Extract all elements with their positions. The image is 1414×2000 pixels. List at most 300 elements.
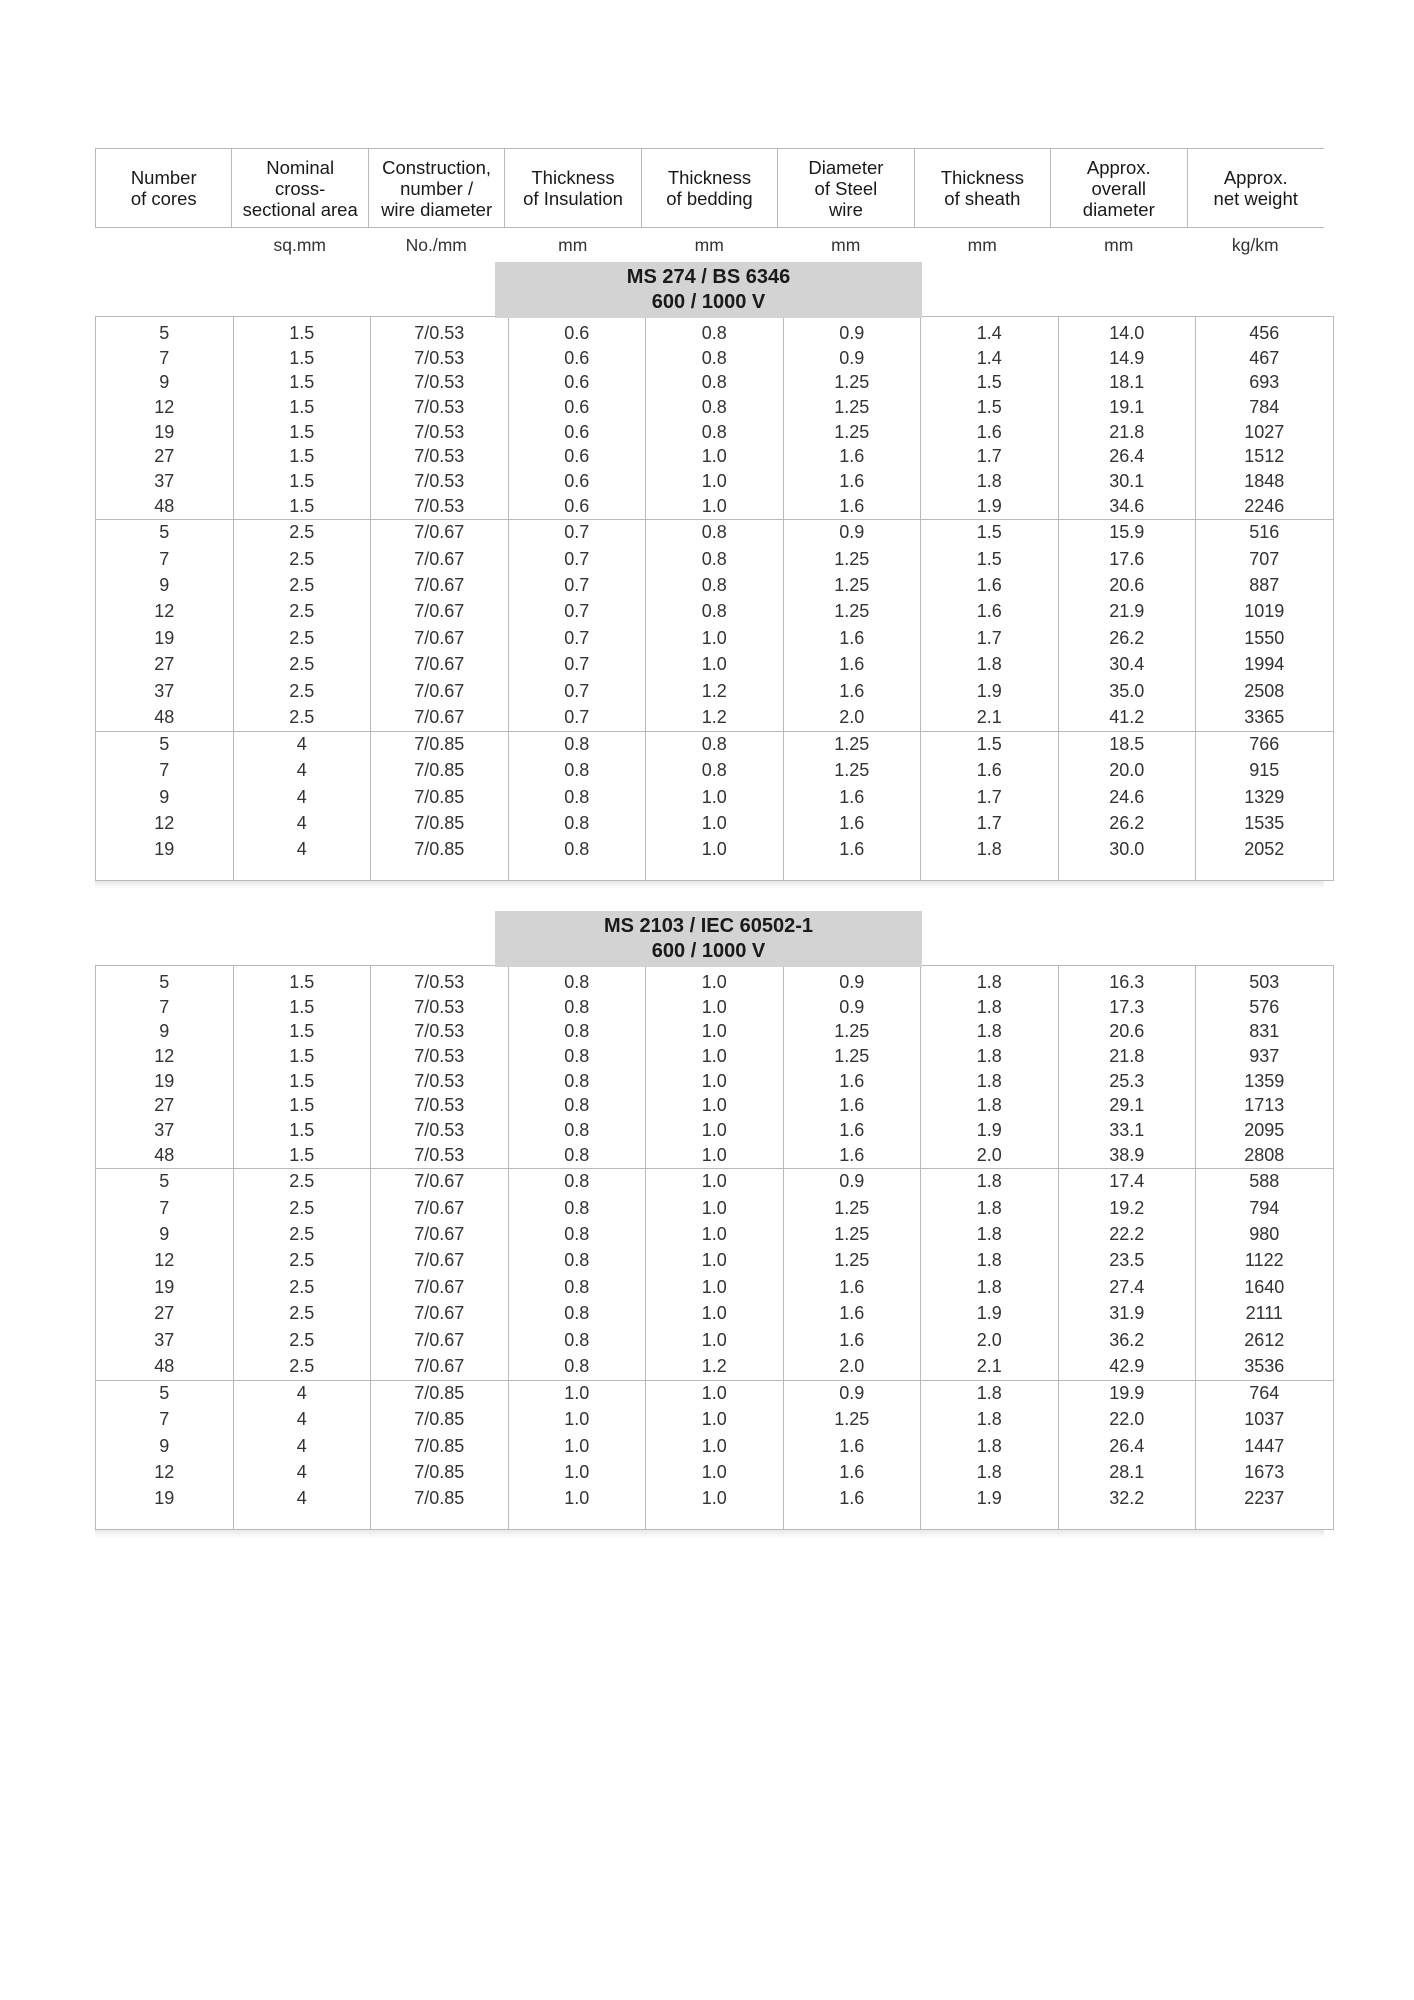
table-cell: 22.2 xyxy=(1058,1221,1196,1247)
table-cell: 1.5 xyxy=(233,1044,371,1069)
table-cell-empty xyxy=(921,1512,1059,1530)
table-cell: 7 xyxy=(96,1195,234,1221)
table-cell: 7/0.67 xyxy=(371,519,509,546)
table-cell: 2.5 xyxy=(233,651,371,677)
table-cell: 1.6 xyxy=(783,494,921,519)
table-cell: 1329 xyxy=(1196,784,1334,810)
table-cell: 7 xyxy=(96,546,234,572)
table-cell: 1.25 xyxy=(783,758,921,784)
table-cell: 2.1 xyxy=(921,704,1059,731)
table-row xyxy=(96,1459,1334,1485)
table-cell: 7/0.53 xyxy=(371,1044,509,1069)
table-cell: 0.6 xyxy=(508,420,646,445)
section-voltage: 600 / 1000 V xyxy=(651,940,766,963)
table-cell: 2.1 xyxy=(921,1353,1059,1380)
table-cell: 28.1 xyxy=(1058,1459,1196,1485)
table-cell: 9 xyxy=(96,1221,234,1247)
table-cell: 0.9 xyxy=(783,995,921,1020)
table-cell: 1.0 xyxy=(646,1274,784,1300)
table-cell: 5 xyxy=(96,731,234,758)
table-cell: 2.0 xyxy=(921,1327,1059,1353)
table-cell: 0.9 xyxy=(783,519,921,546)
section-title: MS 274 / BS 6346 xyxy=(626,266,791,288)
table-cell: 1.6 xyxy=(783,651,921,677)
table-cell: 7/0.85 xyxy=(371,1407,509,1433)
table-cell: 693 xyxy=(1196,370,1334,395)
table-cell: 0.9 xyxy=(783,317,921,346)
table-cell: 0.8 xyxy=(508,1301,646,1327)
table-row xyxy=(96,678,1334,704)
table-row xyxy=(96,1301,1334,1327)
table-cell: 18.1 xyxy=(1058,370,1196,395)
table-cell: 2246 xyxy=(1196,494,1334,519)
table-cell: 30.4 xyxy=(1058,651,1196,677)
table-cell: 2.5 xyxy=(233,1274,371,1300)
table-cell: 7/0.67 xyxy=(371,546,509,572)
table-cell: 48 xyxy=(96,494,234,519)
table-cell: 1.0 xyxy=(646,1094,784,1119)
table-cell: 35.0 xyxy=(1058,678,1196,704)
table-cell: 0.7 xyxy=(508,678,646,704)
table-row xyxy=(96,758,1334,784)
table-cell: 456 xyxy=(1196,317,1334,346)
table-cell: 5 xyxy=(96,519,234,546)
section-banner-row xyxy=(95,911,1324,965)
table-cell: 1.25 xyxy=(783,546,921,572)
table-cell: 1.5 xyxy=(233,966,371,995)
table-cell: 1.0 xyxy=(646,784,784,810)
table-cell: 2.0 xyxy=(921,1143,1059,1168)
table-cell: 1.5 xyxy=(233,1019,371,1044)
table-row xyxy=(96,1327,1334,1353)
table-cell: 1.8 xyxy=(921,1019,1059,1044)
table-cell: 7/0.85 xyxy=(371,731,509,758)
table-cell: 2.5 xyxy=(233,1327,371,1353)
table-cell: 1.8 xyxy=(921,651,1059,677)
table-cell: 1.5 xyxy=(233,1143,371,1168)
table-cell: 1.7 xyxy=(921,625,1059,651)
table-cell: 1.0 xyxy=(646,995,784,1020)
table-cell: 22.0 xyxy=(1058,1407,1196,1433)
table-cell: 1.9 xyxy=(921,1118,1059,1143)
table-cell: 1.5 xyxy=(921,731,1059,758)
table-cell: 1.4 xyxy=(921,317,1059,346)
table-row xyxy=(96,494,1334,519)
table-cell: 17.6 xyxy=(1058,546,1196,572)
table-cell: 1.25 xyxy=(783,1019,921,1044)
table-cell: 1.2 xyxy=(646,678,784,704)
table-cell: 784 xyxy=(1196,395,1334,420)
table-cell: 0.8 xyxy=(508,1044,646,1069)
table-cell: 1.0 xyxy=(646,1118,784,1143)
table-cell: 1.5 xyxy=(233,370,371,395)
table-row xyxy=(96,469,1334,494)
table-cell: 38.9 xyxy=(1058,1143,1196,1168)
table-row xyxy=(96,1069,1334,1094)
table-cell: 7 xyxy=(96,995,234,1020)
table-cell: 7/0.53 xyxy=(371,1069,509,1094)
table-cell: 9 xyxy=(96,1433,234,1459)
table-cell: 1.5 xyxy=(233,1094,371,1119)
table-row xyxy=(96,1221,1334,1247)
table-cell: 1.25 xyxy=(783,731,921,758)
table-cell: 0.9 xyxy=(783,346,921,371)
table-row xyxy=(96,519,1334,546)
table-cell: 2.5 xyxy=(233,572,371,598)
table-row xyxy=(96,1094,1334,1119)
column-header: Approx. net weight xyxy=(1213,167,1298,209)
table-cell: 1.25 xyxy=(783,1221,921,1247)
table-row xyxy=(96,704,1334,731)
table-cell: 0.8 xyxy=(508,1019,646,1044)
table-cell: 2612 xyxy=(1196,1327,1334,1353)
table-row xyxy=(96,572,1334,598)
table-cell: 17.4 xyxy=(1058,1168,1196,1195)
table-cell: 7/0.85 xyxy=(371,1485,509,1511)
table-cell: 37 xyxy=(96,469,234,494)
table-cell: 5 xyxy=(96,966,234,995)
table-cell: 1713 xyxy=(1196,1094,1334,1119)
table-row xyxy=(96,1380,1334,1407)
table-cell: 1.5 xyxy=(233,469,371,494)
table-cell-empty xyxy=(508,1512,646,1530)
section-voltage: 600 / 1000 V xyxy=(651,291,766,313)
table-cell: 3365 xyxy=(1196,704,1334,731)
table-cell: 937 xyxy=(1196,1044,1334,1069)
table-cell: 1.2 xyxy=(646,1353,784,1380)
unit-label: mm xyxy=(967,234,997,255)
table-cell: 4 xyxy=(233,731,371,758)
table-cell: 1.25 xyxy=(783,420,921,445)
table-cell: 1.8 xyxy=(921,966,1059,995)
table-cell: 0.7 xyxy=(508,651,646,677)
column-header: Thickness of sheath xyxy=(915,149,1051,227)
table-cell: 19 xyxy=(96,420,234,445)
table-cell: 24.6 xyxy=(1058,784,1196,810)
table-row xyxy=(96,1274,1334,1300)
table-cell: 2.5 xyxy=(233,1168,371,1195)
table-cell: 1.5 xyxy=(233,346,371,371)
table-row xyxy=(96,1407,1334,1433)
table-cell: 1.7 xyxy=(921,810,1059,836)
table-cell: 3536 xyxy=(1196,1353,1334,1380)
table-cell: 1.0 xyxy=(646,836,784,862)
table-cell: 2.5 xyxy=(233,1248,371,1274)
table-cell: 1.8 xyxy=(921,995,1059,1020)
table-cell: 0.8 xyxy=(508,1353,646,1380)
table-cell: 1.5 xyxy=(233,1069,371,1094)
table-cell: 1.6 xyxy=(921,758,1059,784)
table-cell: 7/0.67 xyxy=(371,1168,509,1195)
table-cell: 25.3 xyxy=(1058,1069,1196,1094)
table-cell: 19 xyxy=(96,1485,234,1511)
table-cell: 12 xyxy=(96,1459,234,1485)
table-cell: 7/0.67 xyxy=(371,599,509,625)
table-cell: 0.8 xyxy=(508,1143,646,1168)
table-cell: 7/0.85 xyxy=(371,784,509,810)
table-cell: 0.7 xyxy=(508,546,646,572)
table-cell: 1.6 xyxy=(783,1143,921,1168)
column-header: Approx. overall diameter xyxy=(1051,149,1187,227)
table-cell: 7/0.67 xyxy=(371,678,509,704)
unit-label: sq.mm xyxy=(273,234,326,255)
table-cell: 5 xyxy=(96,1168,234,1195)
table-cell: 7/0.53 xyxy=(371,370,509,395)
table-cell: 2.0 xyxy=(783,1353,921,1380)
table-cell: 1447 xyxy=(1196,1433,1334,1459)
table-row xyxy=(96,651,1334,677)
table-row xyxy=(96,420,1334,445)
table-cell: 1.0 xyxy=(508,1485,646,1511)
table-cell: 1.5 xyxy=(921,395,1059,420)
table-cell: 19 xyxy=(96,836,234,862)
table-cell: 21.8 xyxy=(1058,1044,1196,1069)
table-cell: 7/0.53 xyxy=(371,1118,509,1143)
table-cell: 1.0 xyxy=(646,1044,784,1069)
table-row xyxy=(96,346,1334,371)
table-cell: 1.25 xyxy=(783,1248,921,1274)
table-cell: 9 xyxy=(96,370,234,395)
table-cell-empty xyxy=(646,1512,784,1530)
column-header: Construction, number / wire diameter xyxy=(369,149,505,227)
table-cell: 0.8 xyxy=(508,731,646,758)
table-cell: 1.8 xyxy=(921,1433,1059,1459)
table-cell: 14.0 xyxy=(1058,317,1196,346)
table-row xyxy=(96,1143,1334,1168)
table-cell: 1.9 xyxy=(921,1301,1059,1327)
table-cell: 1.6 xyxy=(783,469,921,494)
table-cell: 23.5 xyxy=(1058,1248,1196,1274)
table-cell: 0.9 xyxy=(783,1380,921,1407)
table-cell: 0.8 xyxy=(508,1195,646,1221)
table-cell: 7/0.53 xyxy=(371,1143,509,1168)
sections xyxy=(95,262,1324,1538)
table-cell: 1.25 xyxy=(783,395,921,420)
table-cell: 1.5 xyxy=(233,420,371,445)
table-cell: 1.0 xyxy=(508,1380,646,1407)
table-cell-empty xyxy=(371,1512,509,1530)
table-row xyxy=(96,444,1334,469)
table-cell: 0.8 xyxy=(508,758,646,784)
table-cell: 0.8 xyxy=(646,395,784,420)
table-row xyxy=(96,370,1334,395)
table-cell: 7/0.67 xyxy=(371,1301,509,1327)
table-cell: 0.8 xyxy=(508,995,646,1020)
table-cell: 1.8 xyxy=(921,1044,1059,1069)
table-cell: 0.6 xyxy=(508,317,646,346)
table-cell: 12 xyxy=(96,810,234,836)
table-cell: 19.2 xyxy=(1058,1195,1196,1221)
table-cell: 20.6 xyxy=(1058,572,1196,598)
table-row xyxy=(96,810,1334,836)
table-cell: 1122 xyxy=(1196,1248,1334,1274)
table-cell: 2.5 xyxy=(233,1221,371,1247)
table-cell: 0.7 xyxy=(508,625,646,651)
table-row xyxy=(96,395,1334,420)
table-cell: 1.8 xyxy=(921,469,1059,494)
section-banner-row xyxy=(95,262,1324,316)
table-cell: 0.8 xyxy=(646,758,784,784)
table-cell-empty xyxy=(371,863,509,881)
section-banner xyxy=(495,262,922,318)
table-cell-empty xyxy=(646,863,784,881)
table-cell: 1.6 xyxy=(921,572,1059,598)
table-cell: 1.8 xyxy=(921,1274,1059,1300)
table-cell: 1.0 xyxy=(646,1301,784,1327)
table-cell: 7/0.53 xyxy=(371,395,509,420)
table-cell: 7/0.67 xyxy=(371,704,509,731)
table-cell: 1.8 xyxy=(921,1380,1059,1407)
table-cell: 1.9 xyxy=(921,1485,1059,1511)
table-row xyxy=(96,317,1334,346)
table-cell: 831 xyxy=(1196,1019,1334,1044)
table-cell: 26.4 xyxy=(1058,1433,1196,1459)
table-cell: 0.8 xyxy=(646,420,784,445)
table-row xyxy=(96,1485,1334,1511)
table-cell: 7/0.53 xyxy=(371,995,509,1020)
table-cell: 48 xyxy=(96,1143,234,1168)
table-cell: 0.8 xyxy=(508,784,646,810)
unit-label: kg/km xyxy=(1231,234,1279,255)
table-cell: 1027 xyxy=(1196,420,1334,445)
unit-label: mm xyxy=(558,234,588,255)
table-cell: 1019 xyxy=(1196,599,1334,625)
table-cell: 12 xyxy=(96,1248,234,1274)
table-row xyxy=(96,599,1334,625)
table-cell: 588 xyxy=(1196,1168,1334,1195)
table-cell: 7/0.85 xyxy=(371,1380,509,1407)
table-cell: 1.25 xyxy=(783,599,921,625)
table-cell: 15.9 xyxy=(1058,519,1196,546)
table-cell: 7/0.53 xyxy=(371,317,509,346)
table-cell: 1.8 xyxy=(921,1195,1059,1221)
table-cell: 29.1 xyxy=(1058,1094,1196,1119)
table-cell: 0.9 xyxy=(783,966,921,995)
table-cell: 2.5 xyxy=(233,704,371,731)
table-cell: 1.6 xyxy=(921,599,1059,625)
table-cell: 1.0 xyxy=(646,1433,784,1459)
table-cell: 1.6 xyxy=(783,1069,921,1094)
table-cell: 1.0 xyxy=(646,1248,784,1274)
table-cell: 4 xyxy=(233,1407,371,1433)
table-cell: 766 xyxy=(1196,731,1334,758)
table-cell: 26.4 xyxy=(1058,444,1196,469)
table-cell: 42.9 xyxy=(1058,1353,1196,1380)
table-cell: 1.0 xyxy=(646,494,784,519)
table-row xyxy=(96,1168,1334,1195)
table-cell: 1.4 xyxy=(921,346,1059,371)
table-cell: 4 xyxy=(233,1485,371,1511)
table-cell: 1.0 xyxy=(646,1485,784,1511)
table-cell: 17.3 xyxy=(1058,995,1196,1020)
table-shadow xyxy=(95,881,1324,889)
table-cell: 1.0 xyxy=(646,1019,784,1044)
table-cell: 1.5 xyxy=(921,546,1059,572)
table-cell: 1.2 xyxy=(646,704,784,731)
table-cell: 27 xyxy=(96,651,234,677)
table-cell: 20.0 xyxy=(1058,758,1196,784)
table-cell: 4 xyxy=(233,1459,371,1485)
table-cell: 576 xyxy=(1196,995,1334,1020)
table-cell: 18.5 xyxy=(1058,731,1196,758)
table-cell: 21.8 xyxy=(1058,420,1196,445)
table-row xyxy=(96,1248,1334,1274)
table-cell: 7 xyxy=(96,758,234,784)
table-cell: 0.7 xyxy=(508,572,646,598)
table-cell: 1.6 xyxy=(783,836,921,862)
table-cell: 1.9 xyxy=(921,494,1059,519)
table-cell: 20.6 xyxy=(1058,1019,1196,1044)
table-cell: 1848 xyxy=(1196,469,1334,494)
table-cell: 1.6 xyxy=(783,1274,921,1300)
table-cell: 1.6 xyxy=(783,784,921,810)
table-cell: 1.0 xyxy=(646,1195,784,1221)
column-header: Diameter of Steel wire xyxy=(778,149,914,227)
spec-table xyxy=(95,316,1334,881)
table-cell: 0.8 xyxy=(646,317,784,346)
table-cell: 7/0.53 xyxy=(371,1019,509,1044)
table-cell: 2508 xyxy=(1196,678,1334,704)
table-cell: 1.0 xyxy=(646,1407,784,1433)
table-cell: 0.8 xyxy=(508,1118,646,1143)
table-cell: 1640 xyxy=(1196,1274,1334,1300)
table-cell: 41.2 xyxy=(1058,704,1196,731)
table-cell: 5 xyxy=(96,1380,234,1407)
table-row xyxy=(96,625,1334,651)
unit-label: mm xyxy=(694,234,724,255)
table-cell: 7/0.85 xyxy=(371,1459,509,1485)
table-cell: 1.8 xyxy=(921,1094,1059,1119)
table-cell: 2052 xyxy=(1196,836,1334,862)
table-cell-empty xyxy=(783,1512,921,1530)
table-cell: 9 xyxy=(96,1019,234,1044)
table-cell: 19 xyxy=(96,625,234,651)
table-cell-empty xyxy=(1196,863,1334,881)
table-cell: 1.25 xyxy=(783,572,921,598)
table-cell: 7/0.67 xyxy=(371,572,509,598)
table-cell: 2.5 xyxy=(233,1195,371,1221)
table-cell: 1.6 xyxy=(783,1327,921,1353)
table-cell: 4 xyxy=(233,758,371,784)
table-cell: 0.8 xyxy=(508,1274,646,1300)
table-cell: 1.0 xyxy=(646,1069,784,1094)
cable-spec-sheet xyxy=(95,148,1324,1538)
table-cell: 7/0.53 xyxy=(371,469,509,494)
table-cell: 1.0 xyxy=(646,651,784,677)
table-cell: 1.8 xyxy=(921,1221,1059,1247)
table-row xyxy=(96,995,1334,1020)
table-cell: 7 xyxy=(96,346,234,371)
table-cell: 4 xyxy=(233,810,371,836)
table-cell-empty xyxy=(233,863,371,881)
table-cell: 1.6 xyxy=(783,444,921,469)
table-cell: 0.6 xyxy=(508,444,646,469)
table-cell: 9 xyxy=(96,572,234,598)
table-cell: 7/0.67 xyxy=(371,1274,509,1300)
table-cell: 27 xyxy=(96,1301,234,1327)
table-cell: 16.3 xyxy=(1058,966,1196,995)
table-cell: 2.5 xyxy=(233,546,371,572)
table-cell: 26.2 xyxy=(1058,810,1196,836)
table-cell: 1.8 xyxy=(921,836,1059,862)
table-cell: 0.8 xyxy=(508,810,646,836)
table-cell: 1.8 xyxy=(921,1069,1059,1094)
table-cell: 7/0.53 xyxy=(371,346,509,371)
table-cell: 0.8 xyxy=(646,599,784,625)
table-cell: 2237 xyxy=(1196,1485,1334,1511)
table-shadow xyxy=(95,1530,1324,1538)
table-cell: 26.2 xyxy=(1058,625,1196,651)
